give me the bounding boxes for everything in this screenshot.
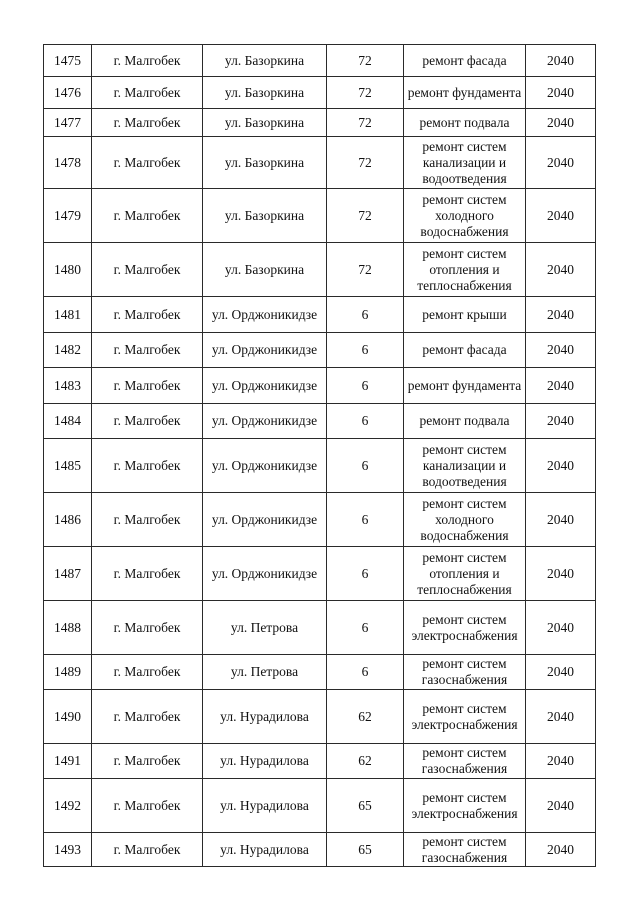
- row-number: 1483: [44, 368, 92, 404]
- street-cell: ул. Базоркина: [203, 189, 327, 243]
- year-cell: 2040: [526, 45, 596, 77]
- table-row: [44, 690, 596, 744]
- row-number: 1477: [44, 109, 92, 137]
- year-cell: 2040: [526, 439, 596, 493]
- street-cell: ул. Нурадилова: [203, 744, 327, 779]
- city-cell: г. Малгобек: [92, 547, 203, 601]
- work-type-cell: ремонт фундамента: [404, 368, 526, 404]
- city-cell: г. Малгобек: [92, 297, 203, 333]
- work-type-cell: ремонт систем канализации и водоотведения: [404, 137, 526, 189]
- house-number-cell: 6: [327, 493, 404, 547]
- table-row: [44, 439, 596, 493]
- house-number-cell: 62: [327, 690, 404, 744]
- year-cell: 2040: [526, 333, 596, 368]
- street-cell: ул. Орджоникидзе: [203, 493, 327, 547]
- house-number-cell: 6: [327, 655, 404, 690]
- table-row: [44, 109, 596, 137]
- table-row: [44, 744, 596, 779]
- year-cell: 2040: [526, 368, 596, 404]
- row-number: 1490: [44, 690, 92, 744]
- table-row: [44, 779, 596, 833]
- row-number: 1488: [44, 601, 92, 655]
- row-number: 1480: [44, 243, 92, 297]
- year-cell: 2040: [526, 77, 596, 109]
- work-type-cell: ремонт систем электроснабжения: [404, 601, 526, 655]
- year-cell: 2040: [526, 189, 596, 243]
- works-table-body: [44, 45, 596, 867]
- year-cell: 2040: [526, 601, 596, 655]
- work-type-cell: ремонт систем газоснабжения: [404, 833, 526, 867]
- row-number: 1482: [44, 333, 92, 368]
- works-table: [43, 44, 596, 867]
- row-number: 1491: [44, 744, 92, 779]
- year-cell: 2040: [526, 493, 596, 547]
- city-cell: г. Малгобек: [92, 493, 203, 547]
- work-type-cell: ремонт крыши: [404, 297, 526, 333]
- street-cell: ул. Базоркина: [203, 45, 327, 77]
- city-cell: г. Малгобек: [92, 333, 203, 368]
- city-cell: г. Малгобек: [92, 45, 203, 77]
- work-type-cell: ремонт фасада: [404, 45, 526, 77]
- city-cell: г. Малгобек: [92, 109, 203, 137]
- year-cell: 2040: [526, 744, 596, 779]
- city-cell: г. Малгобек: [92, 601, 203, 655]
- street-cell: ул. Нурадилова: [203, 779, 327, 833]
- table-row: [44, 655, 596, 690]
- work-type-cell: ремонт систем газоснабжения: [404, 655, 526, 690]
- year-cell: 2040: [526, 547, 596, 601]
- table-row: [44, 77, 596, 109]
- work-type-cell: ремонт систем отопления и теплоснабжения: [404, 243, 526, 297]
- row-number: 1485: [44, 439, 92, 493]
- street-cell: ул. Орджоникидзе: [203, 547, 327, 601]
- work-type-cell: ремонт систем электроснабжения: [404, 690, 526, 744]
- city-cell: г. Малгобек: [92, 368, 203, 404]
- house-number-cell: 62: [327, 744, 404, 779]
- year-cell: 2040: [526, 243, 596, 297]
- work-type-cell: ремонт систем холодного водоснабжения: [404, 493, 526, 547]
- table-row: [44, 45, 596, 77]
- street-cell: ул. Нурадилова: [203, 690, 327, 744]
- work-type-cell: ремонт подвала: [404, 109, 526, 137]
- city-cell: г. Малгобек: [92, 243, 203, 297]
- street-cell: ул. Базоркина: [203, 243, 327, 297]
- table-row: [44, 833, 596, 867]
- row-number: 1489: [44, 655, 92, 690]
- table-row: [44, 189, 596, 243]
- house-number-cell: 6: [327, 601, 404, 655]
- year-cell: 2040: [526, 779, 596, 833]
- city-cell: г. Малгобек: [92, 77, 203, 109]
- table-row: [44, 243, 596, 297]
- house-number-cell: 72: [327, 243, 404, 297]
- work-type-cell: ремонт систем канализации и водоотведения: [404, 439, 526, 493]
- house-number-cell: 65: [327, 779, 404, 833]
- city-cell: г. Малгобек: [92, 137, 203, 189]
- table-row: [44, 547, 596, 601]
- city-cell: г. Малгобек: [92, 690, 203, 744]
- row-number: 1492: [44, 779, 92, 833]
- work-type-cell: ремонт систем газоснабжения: [404, 744, 526, 779]
- house-number-cell: 6: [327, 368, 404, 404]
- work-type-cell: ремонт систем холодного водоснабжения: [404, 189, 526, 243]
- table-row: [44, 601, 596, 655]
- street-cell: ул. Базоркина: [203, 109, 327, 137]
- table-row: [44, 404, 596, 439]
- row-number: 1484: [44, 404, 92, 439]
- row-number: 1479: [44, 189, 92, 243]
- house-number-cell: 72: [327, 45, 404, 77]
- row-number: 1478: [44, 137, 92, 189]
- year-cell: 2040: [526, 404, 596, 439]
- city-cell: г. Малгобек: [92, 189, 203, 243]
- house-number-cell: 6: [327, 297, 404, 333]
- street-cell: ул. Орджоникидзе: [203, 297, 327, 333]
- street-cell: ул. Орджоникидзе: [203, 404, 327, 439]
- year-cell: 2040: [526, 833, 596, 867]
- year-cell: 2040: [526, 690, 596, 744]
- city-cell: г. Малгобек: [92, 439, 203, 493]
- year-cell: 2040: [526, 655, 596, 690]
- house-number-cell: 72: [327, 189, 404, 243]
- house-number-cell: 6: [327, 404, 404, 439]
- year-cell: 2040: [526, 137, 596, 189]
- street-cell: ул. Петрова: [203, 655, 327, 690]
- year-cell: 2040: [526, 297, 596, 333]
- street-cell: ул. Орджоникидзе: [203, 439, 327, 493]
- table-row: [44, 137, 596, 189]
- table-row: [44, 297, 596, 333]
- house-number-cell: 6: [327, 547, 404, 601]
- table-row: [44, 368, 596, 404]
- street-cell: ул. Базоркина: [203, 77, 327, 109]
- row-number: 1493: [44, 833, 92, 867]
- city-cell: г. Малгобек: [92, 404, 203, 439]
- street-cell: ул. Орджоникидзе: [203, 333, 327, 368]
- row-number: 1475: [44, 45, 92, 77]
- house-number-cell: 72: [327, 137, 404, 189]
- street-cell: ул. Нурадилова: [203, 833, 327, 867]
- city-cell: г. Малгобек: [92, 779, 203, 833]
- row-number: 1486: [44, 493, 92, 547]
- city-cell: г. Малгобек: [92, 744, 203, 779]
- table-row: [44, 333, 596, 368]
- row-number: 1487: [44, 547, 92, 601]
- house-number-cell: 6: [327, 439, 404, 493]
- house-number-cell: 72: [327, 77, 404, 109]
- work-type-cell: ремонт фасада: [404, 333, 526, 368]
- row-number: 1481: [44, 297, 92, 333]
- house-number-cell: 6: [327, 333, 404, 368]
- work-type-cell: ремонт систем электроснабжения: [404, 779, 526, 833]
- city-cell: г. Малгобек: [92, 655, 203, 690]
- city-cell: г. Малгобек: [92, 833, 203, 867]
- work-type-cell: ремонт подвала: [404, 404, 526, 439]
- work-type-cell: ремонт систем отопления и теплоснабжения: [404, 547, 526, 601]
- year-cell: 2040: [526, 109, 596, 137]
- street-cell: ул. Петрова: [203, 601, 327, 655]
- street-cell: ул. Базоркина: [203, 137, 327, 189]
- house-number-cell: 72: [327, 109, 404, 137]
- row-number: 1476: [44, 77, 92, 109]
- work-type-cell: ремонт фундамента: [404, 77, 526, 109]
- table-row: [44, 493, 596, 547]
- street-cell: ул. Орджоникидзе: [203, 368, 327, 404]
- house-number-cell: 65: [327, 833, 404, 867]
